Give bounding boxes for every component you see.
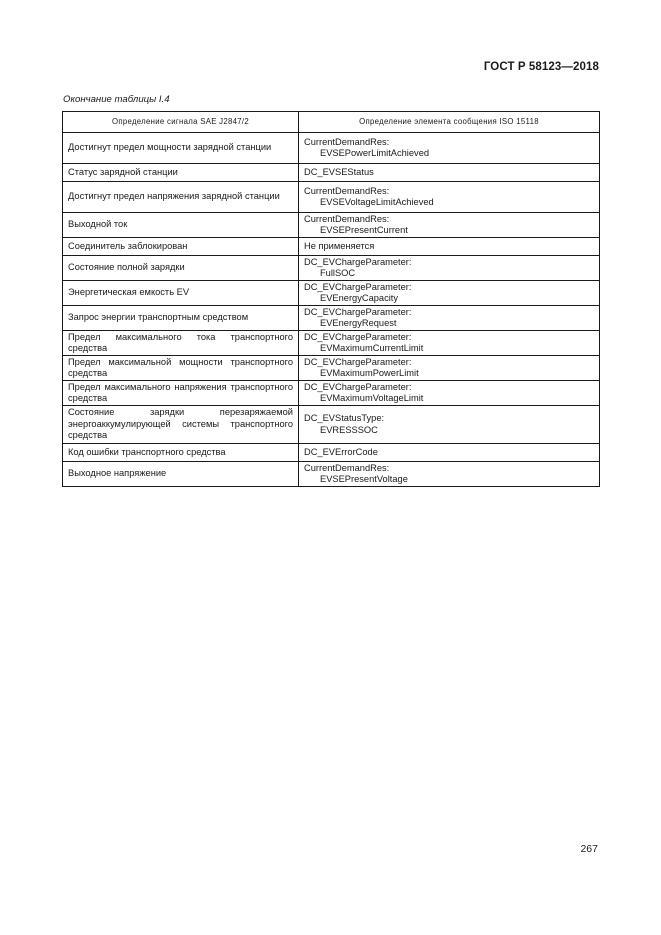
element-subline: EVSEVoltageLimitAchieved [320, 197, 434, 207]
table-row [63, 462, 600, 487]
signal-definition-cell: Предел максимального напряжения транспортного средства [63, 381, 299, 406]
message-element-cell [299, 182, 600, 213]
table-row [63, 306, 600, 331]
mapping-table [62, 111, 600, 487]
signal-definition-cell: Энергетическая емкость EV [63, 281, 299, 306]
signal-definition-cell: Достигнут предел мощности зарядной станции [63, 133, 299, 164]
table-row [63, 238, 600, 256]
element-line: CurrentDemandRes: [304, 213, 390, 224]
table-row [63, 281, 600, 306]
element-line: CurrentDemandRes: [304, 462, 390, 473]
element-subline: EVSEPresentCurrent [320, 225, 408, 235]
signal-definition-cell: Код ошибки транспортного средства [63, 444, 299, 462]
column-header-signal: Определение сигнала SAE J2847/2 [63, 112, 299, 133]
signal-definition-cell: Статус зарядной станции [63, 164, 299, 182]
element-line: DC_EVChargeParameter: [304, 331, 412, 342]
message-element-cell [299, 281, 600, 306]
table-row [63, 331, 600, 356]
signal-definition-cell: Соединитель заблокирован [63, 238, 299, 256]
element-subline: EVRESSSOC [320, 424, 378, 435]
table-row [63, 164, 600, 182]
message-element-cell [299, 133, 600, 164]
table-row [63, 356, 600, 381]
signal-definition-cell: Состояние зарядки перезаряжаемой энергоаккумулирующей системы транспортного средства [63, 406, 299, 444]
table-row [63, 133, 600, 164]
element-line: DC_EVErrorCode [304, 446, 378, 457]
table-row [63, 256, 600, 281]
message-element-cell [299, 331, 600, 356]
signal-definition-cell: Запрос энергии транспортным средством [63, 306, 299, 331]
message-element-cell [299, 462, 600, 487]
element-subline: EVMaximumPowerLimit [320, 368, 419, 378]
element-subline: EVMaximumVoltageLimit [320, 393, 424, 403]
signal-definition-cell: Выходное напряжение [63, 462, 299, 487]
table-row [63, 381, 600, 406]
element-subline: EVSEPowerLimitAchieved [320, 148, 430, 158]
table-caption: Окончание таблицы I.4 [63, 94, 170, 105]
element-line: DC_EVChargeParameter: [304, 256, 412, 267]
element-line: DC_EVChargeParameter: [304, 356, 412, 367]
element-line: DC_EVChargeParameter: [304, 306, 412, 317]
signal-definition-cell: Достигнут предел напряжения зарядной станции [63, 182, 299, 213]
element-line: DC_EVChargeParameter: [304, 381, 412, 392]
message-element-cell [299, 356, 600, 381]
page-number: 267 [580, 843, 598, 855]
element-subline: EVEnergyCapacity [320, 293, 399, 303]
element-subline: EVSEPresentVoltage [320, 474, 408, 484]
document-header: ГОСТ Р 58123—2018 [483, 61, 599, 73]
element-line: DC_EVStatusType: [304, 413, 385, 423]
table-header-row [63, 112, 600, 133]
message-element-cell [299, 406, 600, 444]
message-element-cell [299, 381, 600, 406]
element-subline: EVMaximumCurrentLimit [320, 343, 424, 353]
element-line: DC_EVChargeParameter: [304, 281, 412, 292]
element-line: DC_EVSEStatus [304, 166, 374, 177]
signal-definition-cell: Предел максимальной мощности транспортного средства [63, 356, 299, 381]
signal-definition-cell: Предел максимального тока транспортного средства [63, 331, 299, 356]
element-line: CurrentDemandRes: [304, 185, 390, 196]
message-element-cell [299, 238, 600, 256]
table-row [63, 406, 600, 444]
element-line: Не применяется [304, 240, 375, 251]
message-element-cell [299, 444, 600, 462]
element-subline: FullSOC [320, 268, 356, 278]
signal-definition-cell: Выходной ток [63, 213, 299, 238]
element-subline: EVEnergyRequest [320, 318, 397, 328]
signal-definition-cell: Состояние полной зарядки [63, 256, 299, 281]
column-header-element: Определение элемента сообщения ISO 15118 [299, 112, 600, 133]
message-element-cell [299, 256, 600, 281]
message-element-cell [299, 213, 600, 238]
table-row [63, 213, 600, 238]
table-row [63, 444, 600, 462]
table-row [63, 182, 600, 213]
message-element-cell [299, 306, 600, 331]
element-line: CurrentDemandRes: [304, 136, 390, 147]
message-element-cell [299, 164, 600, 182]
